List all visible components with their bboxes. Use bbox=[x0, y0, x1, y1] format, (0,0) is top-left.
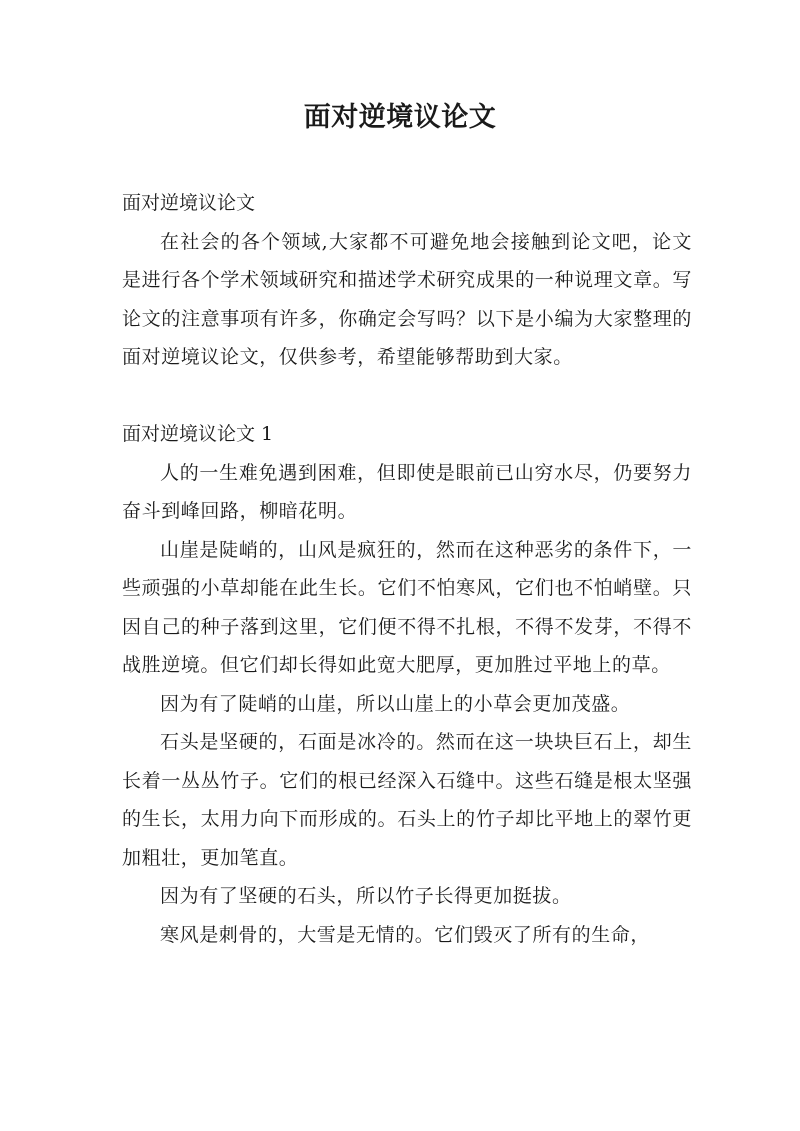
essay-heading: 面对逆境议论文 1 bbox=[122, 423, 274, 445]
document-title: 面对逆境议论文 bbox=[303, 102, 497, 133]
essay-paragraph: 寒风是刺骨的，大雪是无情的。它们毁灭了所有的生命， bbox=[160, 923, 651, 946]
essay-paragraph: 因为有了陡峭的山崖，所以山崖上的小草会更加茂盛。 bbox=[160, 692, 631, 715]
essay-paragraph: 因为有了坚硬的石头，所以竹子长得更加挺拔。 bbox=[160, 885, 572, 907]
intro-paragraph: 在社会的各个领域,大家都不可避免地会接触到论文吧，论文是进行各个学术领域研究和描述学术研究成果的一种说理文章。写论文的注意事项有许多，你确定会写吗？以下是小编为大家整理的面对逆境议论文，仅供参考，希望能够帮助到大家。 bbox=[122, 230, 692, 368]
essay-paragraph: 石头是坚硬的，石面是冰冷的。然而在这一块块巨石上，却生长着一丛丛竹子。它们的根已经深入石缝中。这些石缝是根太坚强的生长，太用力向下而形成的。石头上的竹子却比平地上的翠竹更加粗壮，更加笔直。 bbox=[122, 731, 692, 869]
document-body bbox=[122, 184, 692, 954]
section-gap bbox=[122, 377, 692, 416]
essay-paragraph: 山崖是陡峭的，山风是疯狂的，然而在这种恶劣的条件下，一些顽强的小草却能在此生长。它们不怕寒风，它们也不怕峭壁。只因自己的种子落到这里，它们便不得不扎根，不得不发芽，不得不战胜逆境。但它们却长得如此宽大肥厚，更加胜过平地上的草。 bbox=[122, 538, 692, 676]
intro-heading: 面对逆境议论文 bbox=[122, 192, 256, 214]
essay-paragraph: 人的一生难免遇到困难，但即使是眼前已山穷水尽，仍要努力奋斗到峰回路，柳暗花明。 bbox=[122, 461, 692, 522]
